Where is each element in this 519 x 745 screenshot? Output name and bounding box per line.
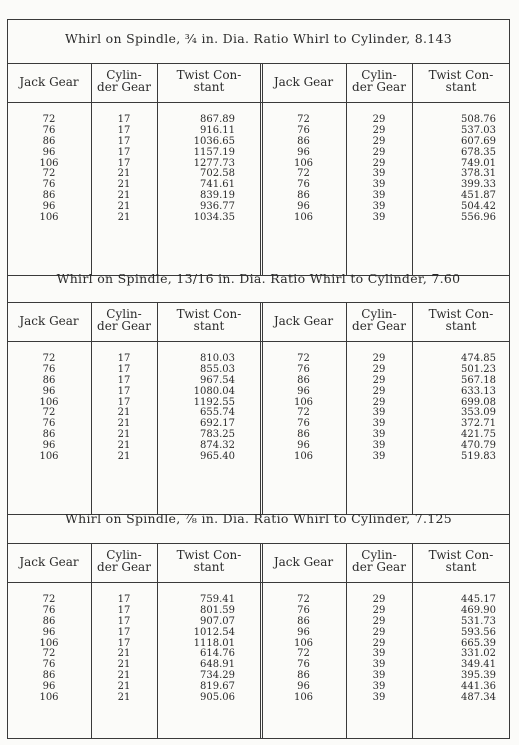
table-cell: 965.40 [200,451,235,463]
table-cell: 702.58 [200,168,235,180]
table-cell: 96 [42,201,56,213]
header-line: der Gear [352,79,406,94]
table-cell: 474.85 [461,353,496,364]
table-cell: 678.35 [461,146,496,158]
table-cell: 96 [297,146,310,158]
header-line: der Gear [97,79,151,94]
jack-gear-column [7,595,91,704]
table-cell: 395.39 [461,670,496,682]
header-jack-gear: Jack Gear [273,555,334,569]
table-cell: 86 [297,374,310,386]
header-line: Cylin- [361,307,397,321]
table-cell: 17 [117,637,131,649]
table-cell: 21 [117,451,131,463]
table-cell: 72 [42,407,56,419]
table-cell: 17 [117,594,131,605]
table-section [7,499,510,739]
table-cell: 614.76 [200,648,235,660]
table-cell: 106 [39,396,59,408]
table-cell: 76 [42,418,56,430]
header-jack-gear: Jack Gear [19,75,79,89]
table-cell: 907.07 [200,615,235,627]
table-cell: 72 [42,114,56,125]
table-cell: 21 [117,179,131,191]
table-cell: 21 [117,190,131,202]
table-cell: 741.61 [200,179,235,191]
table-cell: 21 [117,681,131,693]
table-cell: 349.41 [461,659,496,671]
twist-constant-column [157,354,235,463]
cylinder-gear-column [91,595,157,704]
header-line: stant [193,318,225,333]
table-section [7,19,510,276]
table-cell: 21 [117,201,131,213]
table-cell: 72 [297,168,310,180]
table-cell: 76 [297,179,310,191]
table-cell: 692.17 [200,418,235,430]
table-cell: 607.69 [461,135,496,147]
table-cell: 96 [42,681,56,693]
table-cell: 855.03 [200,363,235,375]
table-cell: 1277.73 [193,157,235,169]
table-cell: 29 [372,385,386,397]
table-cell: 96 [42,626,56,638]
table-cell: 39 [372,179,386,191]
table-cell: 17 [117,135,131,147]
jack-gear-column [261,354,346,463]
table-cell: 96 [297,201,310,213]
twist-constant-column [412,354,496,463]
table-cell: 567.18 [461,374,496,386]
table-cell: 106 [293,692,314,704]
table-cell: 76 [297,418,310,430]
cylinder-gear-column [91,354,157,463]
table-cell: 759.41 [200,594,235,605]
table-cell: 353.09 [461,407,496,419]
table-cell: 21 [117,168,131,180]
header-line: Twist Con- [176,68,242,82]
section-title: Whirl on Spindle, ¾ in. Dia. Ratio Whirl to Cylinder, 8.143 [65,31,452,46]
table-cell: 17 [117,157,131,169]
table-cell: 17 [117,353,131,364]
table-cell: 106 [293,637,314,649]
header-line: Twist Con- [428,68,494,82]
table-cell: 1192.55 [193,396,235,408]
table-cell: 21 [117,670,131,682]
table-cell: 29 [372,604,386,616]
table-cell: 916.11 [200,124,235,136]
table-cell: 17 [117,626,131,638]
table-cell: 1012.54 [193,626,235,638]
table-cell: 96 [42,146,56,158]
table-cell: 734.29 [200,670,235,682]
table-cell: 29 [372,124,386,136]
table-cell: 72 [42,168,56,180]
header-twist-constant [157,550,261,573]
header-line: stant [445,79,477,94]
table-cell: 421.75 [461,429,496,441]
table-cell: 29 [372,594,386,605]
table-cell: 17 [117,615,131,627]
jack-gear-column [261,115,346,224]
table-cell: 17 [117,396,131,408]
header-line: stant [445,559,477,574]
table-cell: 72 [297,353,310,364]
header-line: Cylin- [106,307,142,321]
table-cell: 21 [117,429,131,441]
table-cell: 76 [42,124,56,136]
table-cell: 29 [372,615,386,627]
table-cell: 749.01 [461,157,496,169]
table-cell: 39 [372,212,386,224]
header-line: der Gear [97,318,151,333]
table-cell: 76 [42,179,56,191]
table-cell: 106 [39,637,59,649]
table-cell: 29 [372,637,386,649]
table-cell: 508.76 [461,114,496,125]
twist-constant-column [412,595,496,704]
table-cell: 17 [117,385,131,397]
table-cell: 39 [372,407,386,419]
header-twist-constant [412,309,510,332]
table-cell: 86 [297,135,310,147]
table-cell: 21 [117,440,131,452]
table-cell: 1157.19 [193,146,235,158]
table-cell: 39 [372,451,386,463]
table-cell: 1080.04 [193,385,235,397]
header-divider [7,102,510,103]
table-cell: 487.34 [461,692,496,704]
table-cell: 72 [297,648,310,660]
header-line: stant [193,79,225,94]
header-line: Cylin- [106,548,142,562]
table-cell: 537.03 [461,124,496,136]
table-cell: 106 [293,396,314,408]
header-cylinder-gear [346,309,412,332]
table-cell: 17 [117,363,131,375]
header-twist-constant [157,309,261,332]
table-cell: 905.06 [200,692,235,704]
table-cell: 29 [372,135,386,147]
table-cell: 39 [372,681,386,693]
table-cell: 29 [372,353,386,364]
header-line: Twist Con- [428,548,494,562]
table-cell: 1118.01 [193,637,235,649]
table-cell: 39 [372,440,386,452]
table-cell: 21 [117,648,131,660]
table-cell: 665.39 [461,637,496,649]
table-cell: 39 [372,692,386,704]
table-cell: 76 [42,363,56,375]
table-cell: 29 [372,626,386,638]
header-line: der Gear [352,559,406,574]
table-cell: 378.31 [461,168,496,180]
jack-gear-column [7,354,91,463]
table-cell: 699.08 [461,396,496,408]
table-cell: 531.73 [461,615,496,627]
table-cell: 655.74 [200,407,235,419]
section-title: Whirl on Spindle, ⅞ in. Dia. Ratio Whirl to Cylinder, 7.125 [65,511,452,526]
table-section [7,259,510,515]
cylinder-gear-column [346,115,412,224]
table-cell: 86 [42,190,56,202]
table-cell: 72 [297,594,310,605]
table-cell: 839.19 [200,190,235,202]
table-cell: 106 [293,451,314,463]
header-line: Twist Con- [428,307,494,321]
table-cell: 29 [372,396,386,408]
cylinder-gear-column [91,115,157,224]
table-cell: 86 [42,374,56,386]
table-cell: 39 [372,168,386,180]
header-jack-gear: Jack Gear [273,75,334,89]
table-cell: 451.87 [461,190,496,202]
table-cell: 39 [372,190,386,202]
table-cell: 86 [42,135,56,147]
table-cell: 17 [117,146,131,158]
data-table [7,543,510,739]
table-cell: 76 [42,659,56,671]
table-cell: 96 [297,440,310,452]
table-cell: 76 [297,363,310,375]
table-cell: 29 [372,363,386,375]
table-cell: 106 [39,157,59,169]
header-line: Cylin- [361,68,397,82]
table-cell: 86 [297,190,310,202]
table-cell: 21 [117,692,131,704]
table-cell: 86 [297,615,310,627]
table-cell: 76 [297,124,310,136]
table-cell: 76 [297,604,310,616]
table-cell: 501.23 [461,363,496,375]
table-cell: 21 [117,659,131,671]
table-cell: 21 [117,212,131,224]
header-line: Cylin- [361,548,397,562]
twist-constant-column [412,115,496,224]
table-cell: 593.56 [461,626,496,638]
header-jack-gear: Jack Gear [19,555,79,569]
table-cell: 504.42 [461,201,496,213]
table-cell: 86 [42,670,56,682]
header-twist-constant [157,70,261,93]
jack-gear-column [7,115,91,224]
table-cell: 96 [42,385,56,397]
table-cell: 470.79 [461,440,496,452]
header-cylinder-gear [91,550,157,573]
table-cell: 86 [42,429,56,441]
header-cylinder-gear [91,309,157,332]
table-cell: 17 [117,604,131,616]
table-cell: 72 [297,114,310,125]
table-cell: 39 [372,418,386,430]
table-cell: 783.25 [200,429,235,441]
header-line: der Gear [97,559,151,574]
header-line: stant [193,559,225,574]
table-cell: 29 [372,146,386,158]
table-cell: 819.67 [200,681,235,693]
table-cell: 21 [117,407,131,419]
table-cell: 96 [297,681,310,693]
table-cell: 810.03 [200,353,235,364]
table-cell: 96 [42,440,56,452]
table-cell: 39 [372,201,386,213]
table-cell: 556.96 [461,212,496,224]
table-cell: 648.91 [200,659,235,671]
table-cell: 72 [297,407,310,419]
table-cell: 801.59 [200,604,235,616]
table-cell: 469.90 [461,604,496,616]
table-cell: 72 [42,594,56,605]
header-line: Cylin- [106,68,142,82]
header-line: Twist Con- [176,548,242,562]
table-cell: 874.32 [200,440,235,452]
header-line: stant [445,318,477,333]
header-divider [7,582,510,583]
table-cell: 106 [293,157,314,169]
table-cell: 29 [372,157,386,169]
twist-constant-column [157,595,235,704]
header-cylinder-gear [346,70,412,93]
table-cell: 399.33 [461,179,496,191]
table-cell: 106 [39,451,59,463]
header-jack-gear: Jack Gear [273,314,334,328]
table-cell: 86 [297,429,310,441]
header-twist-constant [412,550,510,573]
table-cell: 39 [372,648,386,660]
table-cell: 867.89 [200,114,235,125]
table-cell: 936.77 [200,201,235,213]
table-cell: 21 [117,418,131,430]
table-cell: 441.36 [461,681,496,693]
data-table [7,302,510,515]
table-cell: 519.83 [461,451,496,463]
table-cell: 1036.65 [193,135,235,147]
table-cell: 72 [42,648,56,660]
header-twist-constant [412,70,510,93]
table-cell: 72 [42,353,56,364]
cylinder-gear-column [346,595,412,704]
table-cell: 17 [117,114,131,125]
header-divider [7,341,510,342]
data-table [7,63,510,276]
table-cell: 331.02 [461,648,496,660]
table-cell: 106 [293,212,314,224]
table-cell: 39 [372,429,386,441]
table-cell: 96 [297,626,310,638]
section-title: Whirl on Spindle, 13/16 in. Dia. Ratio Whirl to Cylinder, 7.60 [56,271,461,286]
header-cylinder-gear [91,70,157,93]
table-cell: 106 [39,212,59,224]
table-cell: 86 [297,670,310,682]
table-cell: 1034.35 [193,212,235,224]
table-cell: 96 [297,385,310,397]
twist-constant-column [157,115,235,224]
header-line: Twist Con- [176,307,242,321]
table-cell: 29 [372,374,386,386]
table-cell: 39 [372,670,386,682]
table-cell: 17 [117,374,131,386]
cylinder-gear-column [346,354,412,463]
table-cell: 372.71 [461,418,496,430]
table-cell: 445.17 [461,594,496,605]
table-cell: 17 [117,124,131,136]
jack-gear-column [261,595,346,704]
header-line: der Gear [352,318,406,333]
table-cell: 76 [297,659,310,671]
table-cell: 86 [42,615,56,627]
header-cylinder-gear [346,550,412,573]
header-jack-gear: Jack Gear [19,314,79,328]
table-cell: 29 [372,114,386,125]
table-cell: 967.54 [200,374,235,386]
table-cell: 76 [42,604,56,616]
table-cell: 106 [39,692,59,704]
table-cell: 39 [372,659,386,671]
table-cell: 633.13 [461,385,496,397]
